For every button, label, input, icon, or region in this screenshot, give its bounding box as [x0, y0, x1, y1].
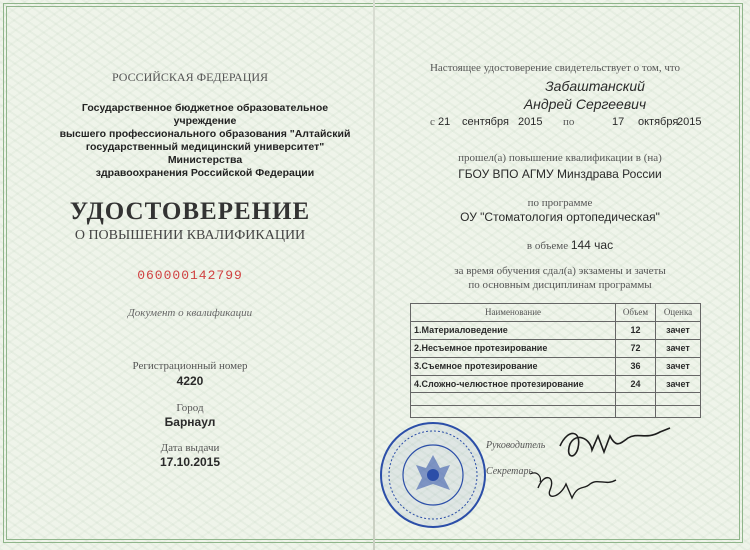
city-label: Город [176, 402, 204, 414]
exam-text-line-1: за время обучения сдал(а) экзамены и зачеты [454, 265, 666, 277]
serial-number: 060000142799 [137, 268, 243, 283]
row-grade: зачет [656, 375, 701, 393]
empty-cell [656, 393, 701, 405]
city-value: Барнаул [164, 415, 216, 429]
row-volume: 24 [616, 375, 656, 393]
table-row [411, 357, 701, 375]
period-to-year: 2015 [677, 116, 702, 128]
institution-name [55, 102, 355, 180]
row-volume: 36 [616, 357, 656, 375]
row-grade: зачет [656, 357, 701, 375]
header-volume: Объем [616, 304, 656, 322]
page-fold [373, 0, 375, 550]
volume-label: в объеме [526, 240, 569, 252]
volume-line [470, 238, 670, 252]
empty-cell [616, 405, 656, 417]
table-row [411, 375, 701, 393]
exam-text-line-2: по основным дисциплинам программы [468, 279, 652, 291]
institution-line: здравоохранения Российской Федерации [95, 167, 315, 179]
registration-number: 4220 [176, 374, 204, 388]
table-row [411, 339, 701, 357]
empty-cell [656, 405, 701, 417]
row-subject: 4.Сложно-челюстное протезирование [411, 375, 616, 393]
issue-date-label: Дата выдачи [160, 442, 220, 454]
head-signature-label: Руководитель [486, 440, 546, 451]
empty-cell [616, 393, 656, 405]
row-volume: 12 [616, 321, 656, 339]
period-from-label: с [430, 116, 435, 128]
head-signature [560, 428, 670, 456]
row-subject: 2.Несъемное протезирование [411, 339, 616, 357]
document-type: Документ о квалификации [127, 307, 253, 319]
official-seal-stamp [378, 420, 488, 530]
document-subtitle: О ПОВЫШЕНИИ КВАЛИФИКАЦИИ [74, 228, 306, 243]
holder-given-names: Андрей Сергеевич [523, 96, 647, 112]
header-grade: Оценка [656, 304, 701, 322]
secretary-signature [538, 478, 616, 498]
period-to-day: 17 [612, 116, 625, 128]
training-organization: ГБОУ ВПО АГМУ Минздрава России [458, 167, 662, 181]
period-from-month: сентября [462, 116, 509, 128]
table-row-empty [411, 393, 701, 405]
period-to-label: по [563, 116, 575, 128]
period-to-month: октября [638, 116, 679, 128]
country-heading: РОССИЙСКАЯ ФЕДЕРАЦИЯ [111, 70, 269, 84]
row-subject: 1.Материаловедение [411, 321, 616, 339]
table-row-empty [411, 405, 701, 417]
row-volume: 72 [616, 339, 656, 357]
header-name: Наименование [411, 304, 616, 322]
empty-cell [411, 405, 616, 417]
handwritten-signatures [520, 418, 680, 508]
table-row [411, 321, 701, 339]
period-from-year: 2015 [518, 116, 543, 128]
program-name: ОУ "Стоматология ортопедическая" [460, 210, 660, 224]
institution-line: высшего профессионального образования "Алтайский [59, 128, 351, 140]
table-header-row [411, 304, 701, 322]
grades-table [410, 303, 701, 418]
institution-line: государственный медицинский университет" Министерства [85, 141, 325, 166]
document-title: УДОСТОВЕРЕНИЕ [69, 198, 311, 225]
issue-date-value: 17.10.2015 [159, 455, 221, 469]
empty-cell [411, 393, 616, 405]
institution-line: Государственное бюджетное образовательное учреждение [81, 102, 329, 127]
row-grade: зачет [656, 321, 701, 339]
registration-label: Регистрационный номер [132, 360, 248, 372]
program-label: по программе [527, 197, 593, 209]
row-grade: зачет [656, 339, 701, 357]
volume-value: 144 час [570, 238, 614, 252]
secretary-signature-label: Секретарь [486, 466, 534, 477]
intro-text: Настоящее удостоверение свидетельствует о том, что [429, 62, 681, 74]
passed-label: прошел(а) повышение квалификации в (на) [458, 152, 662, 164]
row-subject: 3.Съемное протезирование [411, 357, 616, 375]
period-from-day: 21 [438, 116, 451, 128]
holder-surname: Забаштанский [545, 78, 645, 94]
